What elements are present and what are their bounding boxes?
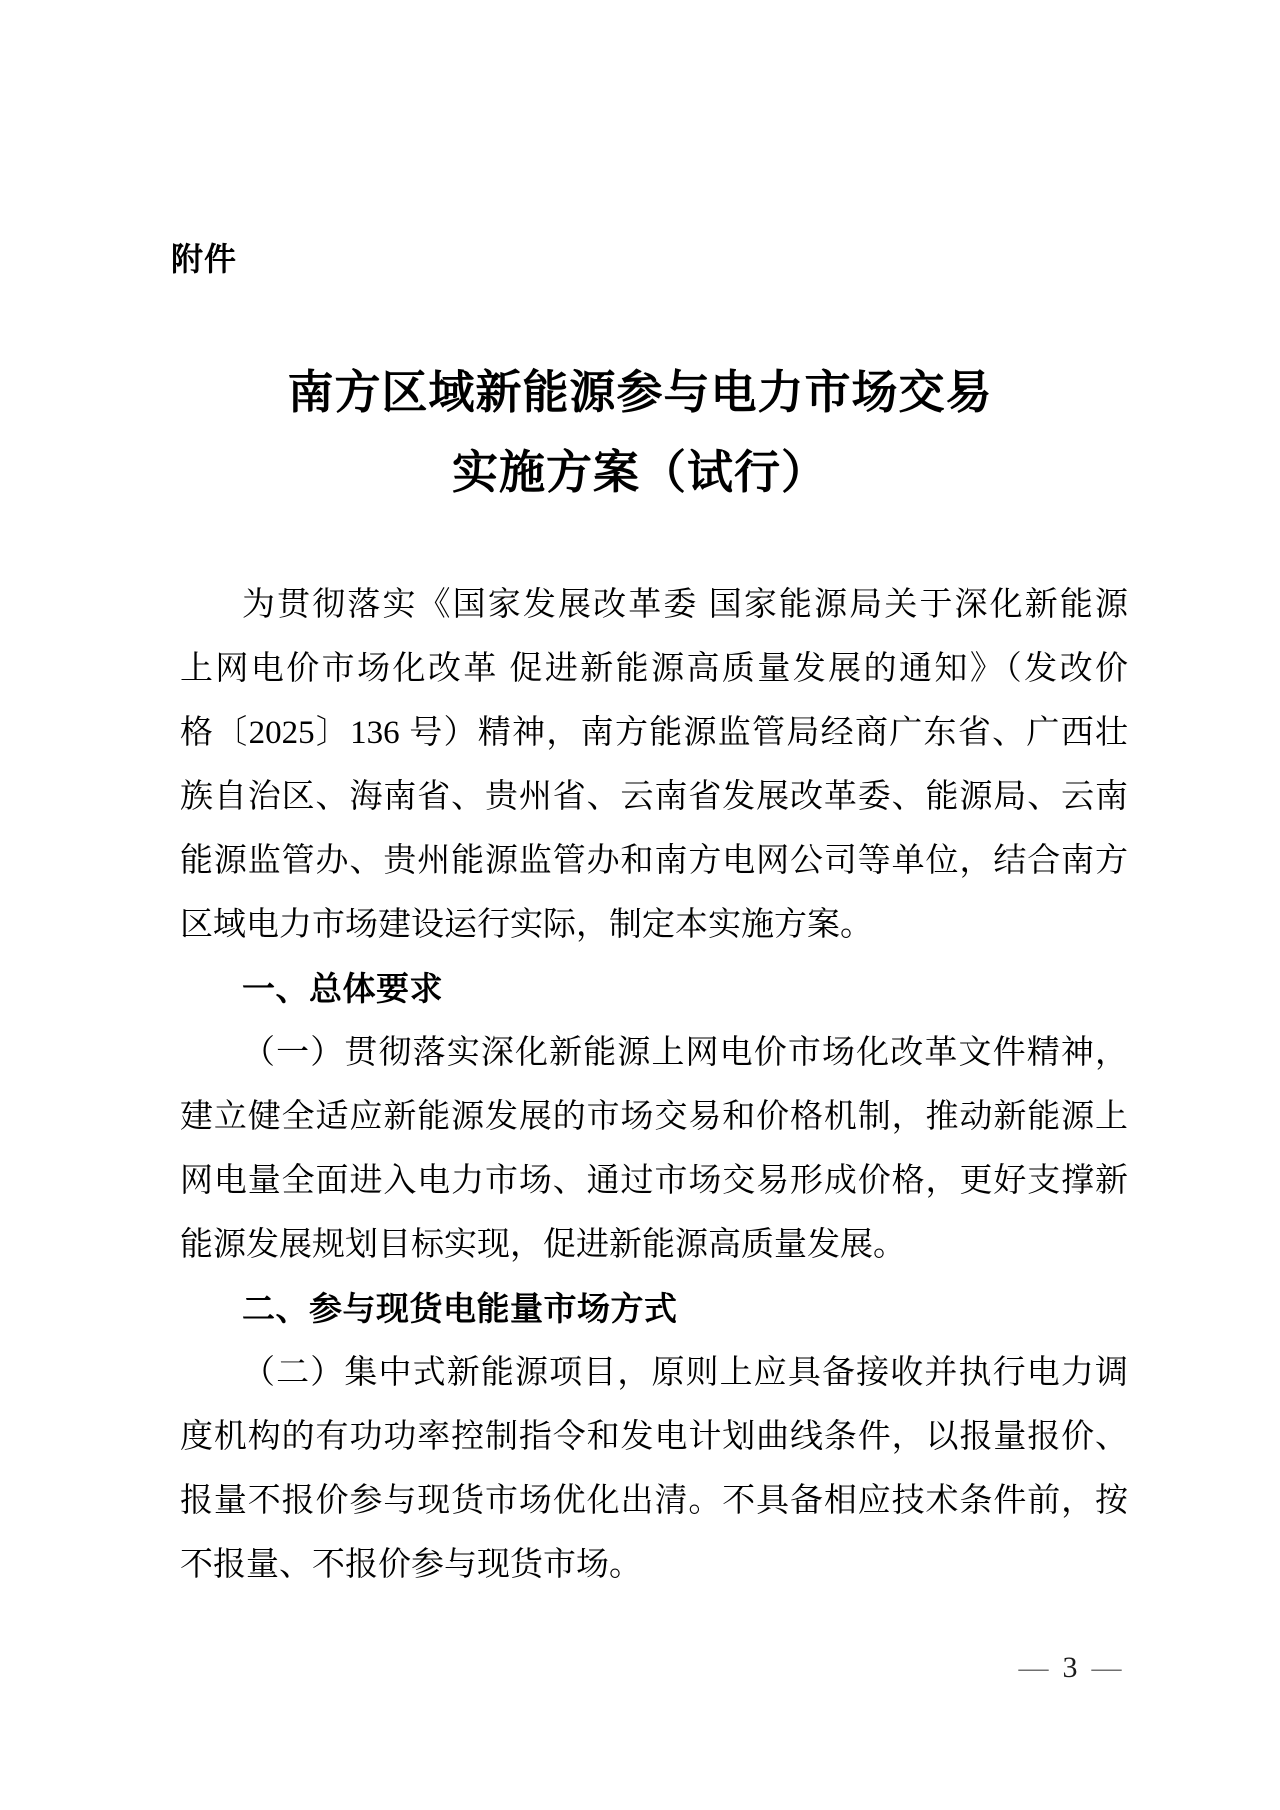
body-line: （二）集中式新能源项目，原则上应具备接收并执行电力调 (242, 1355, 1128, 1391)
body-line: 度机构的有功功率控制指令和发电计划曲线条件，以报量报价、 (180, 1419, 1128, 1455)
body-line: 为贯彻落实《国家发展改革委 国家能源局关于深化新能源 (242, 587, 1128, 623)
body-line: 区域电力市场建设运行实际，制定本实施方案。 (180, 907, 873, 943)
body-line: 报量不报价参与现货市场优化出清。不具备相应技术条件前，按 (180, 1483, 1128, 1519)
body-line: 建立健全适应新能源发展的市场交易和价格机制，推动新能源上 (180, 1099, 1128, 1135)
page-number-dash-right: — (1091, 1651, 1122, 1684)
body-line: 网电量全面进入电力市场、通过市场交易形成价格，更好支撑新 (180, 1163, 1128, 1199)
body-line: 能源发展规划目标实现，促进新能源高质量发展。 (180, 1227, 906, 1263)
body-line: 能源监管办、贵州能源监管办和南方电网公司等单位，结合南方 (180, 843, 1128, 879)
title-line-2: 实施方案（试行） (452, 447, 828, 498)
body-line: 不报量、不报价参与现货市场。 (180, 1547, 642, 1583)
page-number-value: 3 (1062, 1651, 1078, 1684)
attachment-label: 附件 (171, 241, 238, 277)
page-number-dash-left: — (1018, 1651, 1049, 1684)
body-line: 格〔2025〕136 号）精神，南方能源监管局经商广东省、广西壮 (180, 715, 1128, 751)
page-number (1000, 1648, 1140, 1688)
body-line: 族自治区、海南省、贵州省、云南省发展改革委、能源局、云南 (180, 779, 1128, 815)
body-heading-line: 二、参与现货电能量市场方式 (242, 1290, 678, 1327)
document-title (0, 353, 1280, 513)
document-body (180, 573, 1128, 1597)
body-line: 上网电价市场化改革 促进新能源高质量发展的通知》（发改价 (180, 651, 1128, 687)
body-line: （一）贯彻落实深化新能源上网电价市场化改革文件精神， (242, 1035, 1128, 1071)
title-line-1: 南方区域新能源参与电力市场交易 (287, 367, 993, 418)
body-heading-line: 一、总体要求 (242, 970, 443, 1007)
